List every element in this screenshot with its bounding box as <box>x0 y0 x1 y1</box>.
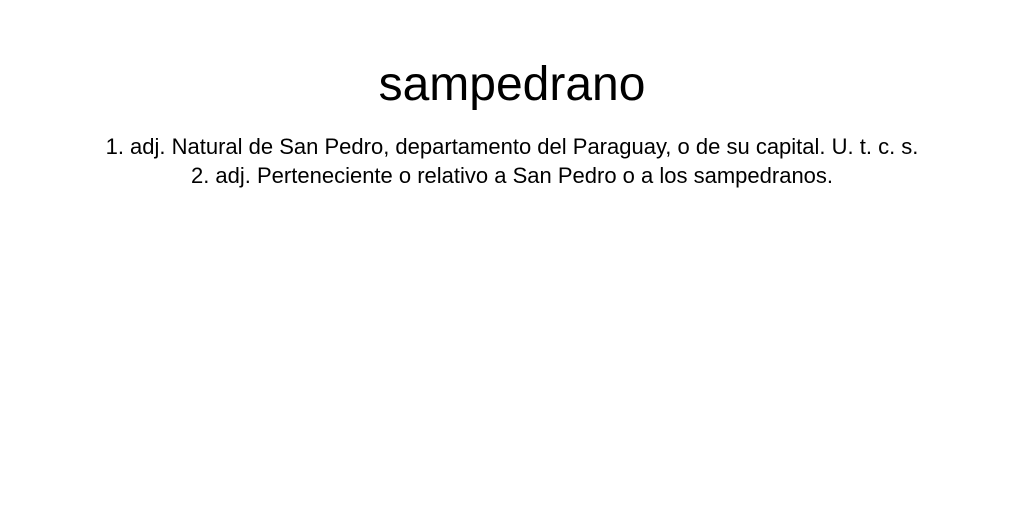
definition-list <box>62 128 962 191</box>
headword-title: sampedrano <box>378 58 646 111</box>
definition-2: 2. adj. Perteneciente o relativo a San Pedro o a los sampedranos. <box>190 163 834 188</box>
definition-1: 1. adj. Natural de San Pedro, departamento del Paraguay, o de su capital. U. t. c. s. <box>105 134 919 159</box>
